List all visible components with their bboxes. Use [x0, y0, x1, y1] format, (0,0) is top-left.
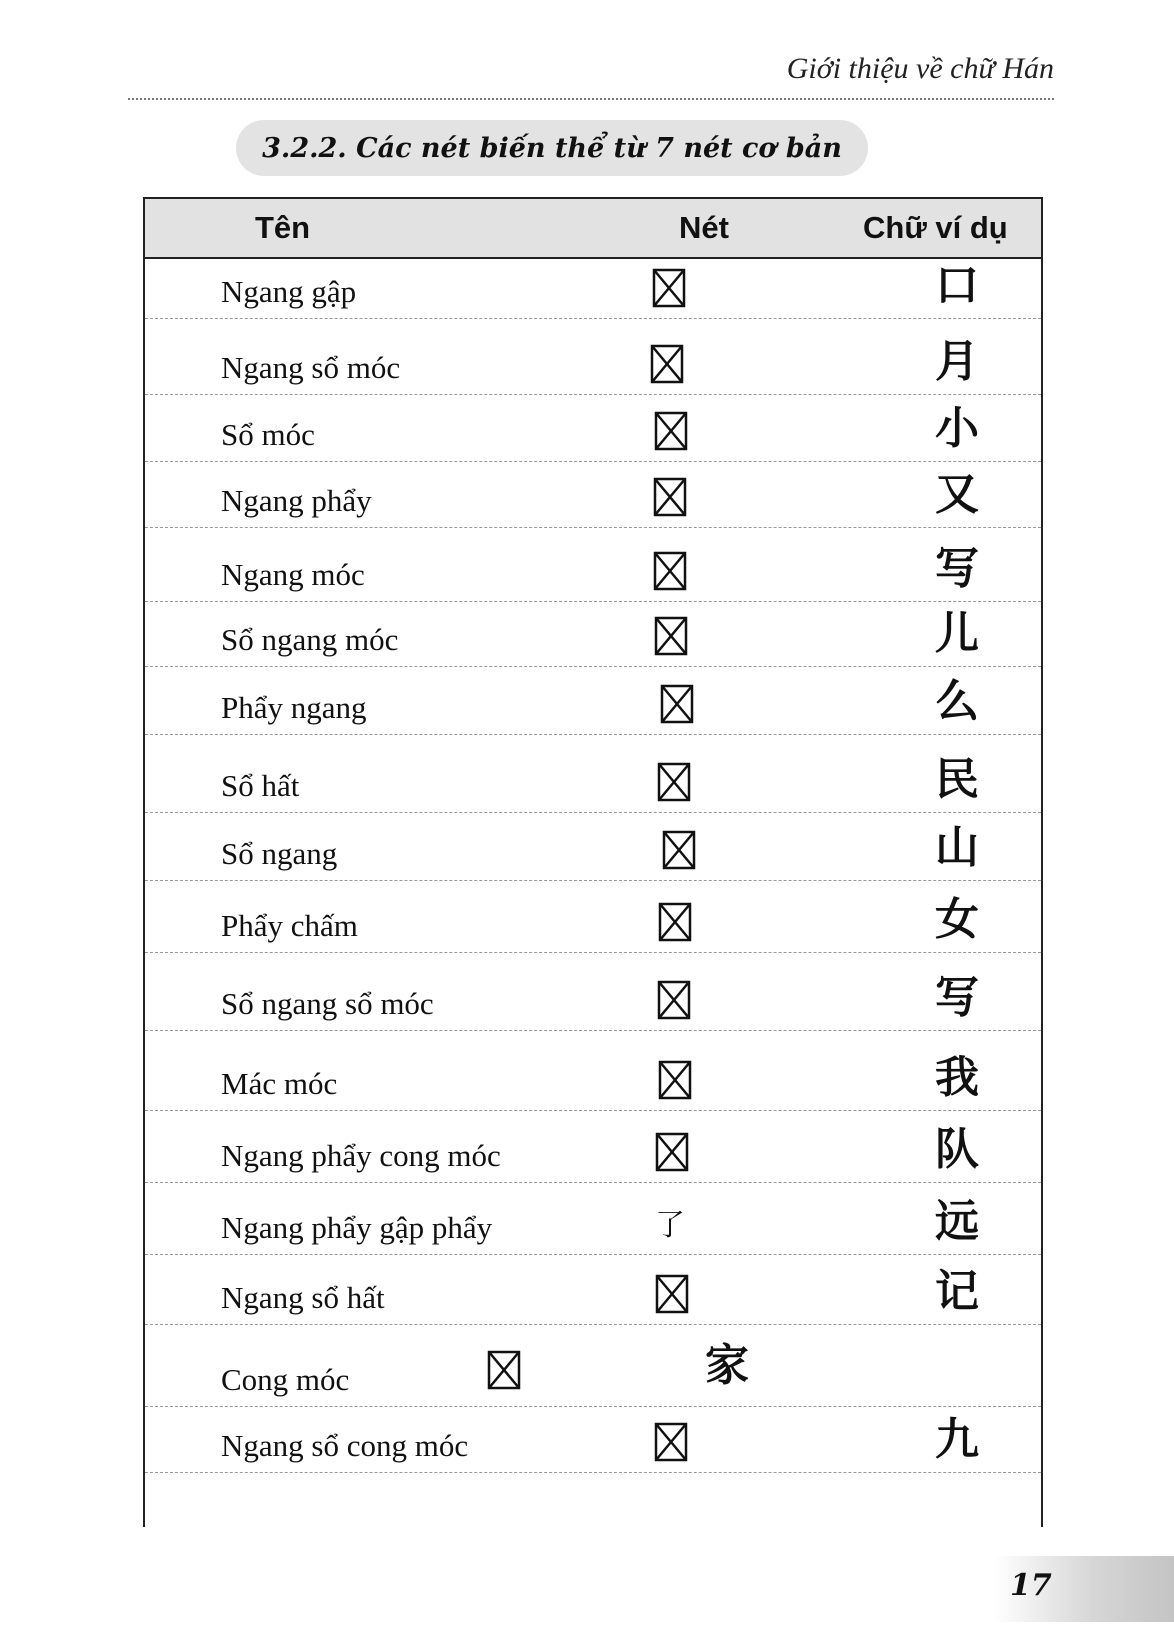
- stroke-name: Sổ móc: [221, 417, 315, 452]
- stroke-name: Ngang phẩy gập phẩy: [221, 1210, 493, 1245]
- table-row: [145, 319, 1041, 395]
- missing-glyph-icon: [653, 551, 687, 591]
- header-name: Tên: [255, 210, 311, 245]
- stroke-character: 了: [655, 1208, 685, 1243]
- example-character: 民: [935, 754, 979, 805]
- missing-glyph-icon: [487, 1350, 521, 1390]
- example-character: 么: [935, 676, 979, 727]
- example-character: 月: [935, 336, 979, 387]
- stroke-name: Ngang gập: [221, 274, 357, 309]
- missing-glyph-icon: [658, 902, 692, 942]
- stroke-name: Ngang phẩy: [221, 483, 372, 518]
- example-character: 记: [935, 1266, 979, 1317]
- table-row: [145, 1325, 1041, 1407]
- stroke-table: [143, 197, 1043, 1527]
- example-character: 写: [935, 543, 979, 594]
- stroke-name: Phẩy ngang: [221, 690, 367, 725]
- missing-glyph-icon: [655, 1274, 689, 1314]
- example-character: 家: [705, 1340, 749, 1391]
- table-row: [145, 602, 1041, 667]
- example-character: 九: [935, 1414, 979, 1465]
- stroke-name: Sổ ngang: [221, 836, 338, 871]
- table-row: [145, 813, 1041, 881]
- missing-glyph-icon: [654, 1422, 688, 1462]
- stroke-name: Sổ ngang móc: [221, 622, 399, 657]
- table-row: [145, 1255, 1041, 1325]
- missing-glyph-icon: [654, 616, 688, 656]
- table-row: [145, 462, 1041, 528]
- example-character: 儿: [935, 608, 979, 659]
- missing-glyph-icon: [655, 1132, 689, 1172]
- table-row: [145, 395, 1041, 462]
- missing-glyph-icon: [658, 1060, 692, 1100]
- stroke-name: Ngang phẩy cong móc: [221, 1138, 501, 1173]
- table-row: [145, 528, 1041, 602]
- missing-glyph-icon: [657, 980, 691, 1020]
- missing-glyph-icon: [653, 477, 687, 517]
- stroke-name: Mác móc: [221, 1066, 338, 1101]
- example-character: 又: [935, 469, 979, 520]
- missing-glyph-icon: [650, 344, 684, 384]
- stroke-name: Sổ hất: [221, 768, 300, 803]
- example-character: 我: [935, 1052, 979, 1103]
- example-character: 女: [935, 894, 979, 945]
- header-divider: [128, 98, 1054, 100]
- table-row: [145, 1407, 1041, 1473]
- example-character: 山: [935, 822, 979, 873]
- stroke-name: Cong móc: [221, 1362, 350, 1397]
- table-row: [145, 259, 1041, 319]
- stroke-name: Sổ ngang sổ móc: [221, 986, 434, 1021]
- stroke-name: Ngang sổ hất: [221, 1280, 385, 1315]
- section-title: [236, 120, 868, 176]
- example-character: 写: [935, 972, 979, 1023]
- section-title-text: 3.2.2. Các nét biến thể từ 7 nét cơ bản: [262, 132, 842, 164]
- table-row: [145, 1183, 1041, 1255]
- table-body: [145, 259, 1041, 1473]
- missing-glyph-icon: [657, 762, 691, 802]
- stroke-name: Ngang móc: [221, 557, 365, 592]
- example-character: 远: [935, 1196, 979, 1247]
- example-character: 队: [935, 1124, 979, 1175]
- table-row: [145, 735, 1041, 813]
- table-row: [145, 1031, 1041, 1111]
- table-row: [145, 1111, 1041, 1183]
- missing-glyph-icon: [660, 684, 694, 724]
- running-head: Giới thiệu về chữ Hán: [786, 52, 1054, 85]
- header-stroke: Nét: [679, 210, 729, 245]
- stroke-name: Ngang sổ cong móc: [221, 1428, 469, 1463]
- table-row: [145, 881, 1041, 953]
- missing-glyph-icon: [654, 411, 688, 451]
- missing-glyph-icon: [662, 830, 696, 870]
- table-row: [145, 953, 1041, 1031]
- table-header: [145, 199, 1041, 259]
- stroke-name: Ngang sổ móc: [221, 350, 401, 385]
- stroke-name: Phẩy chấm: [221, 908, 358, 943]
- header-example: Chữ ví dụ: [863, 210, 1008, 245]
- example-character: 小: [935, 403, 979, 454]
- example-character: 口: [935, 260, 979, 311]
- page-number: 17: [1010, 1568, 1052, 1603]
- table-row: [145, 667, 1041, 735]
- missing-glyph-icon: [652, 268, 686, 308]
